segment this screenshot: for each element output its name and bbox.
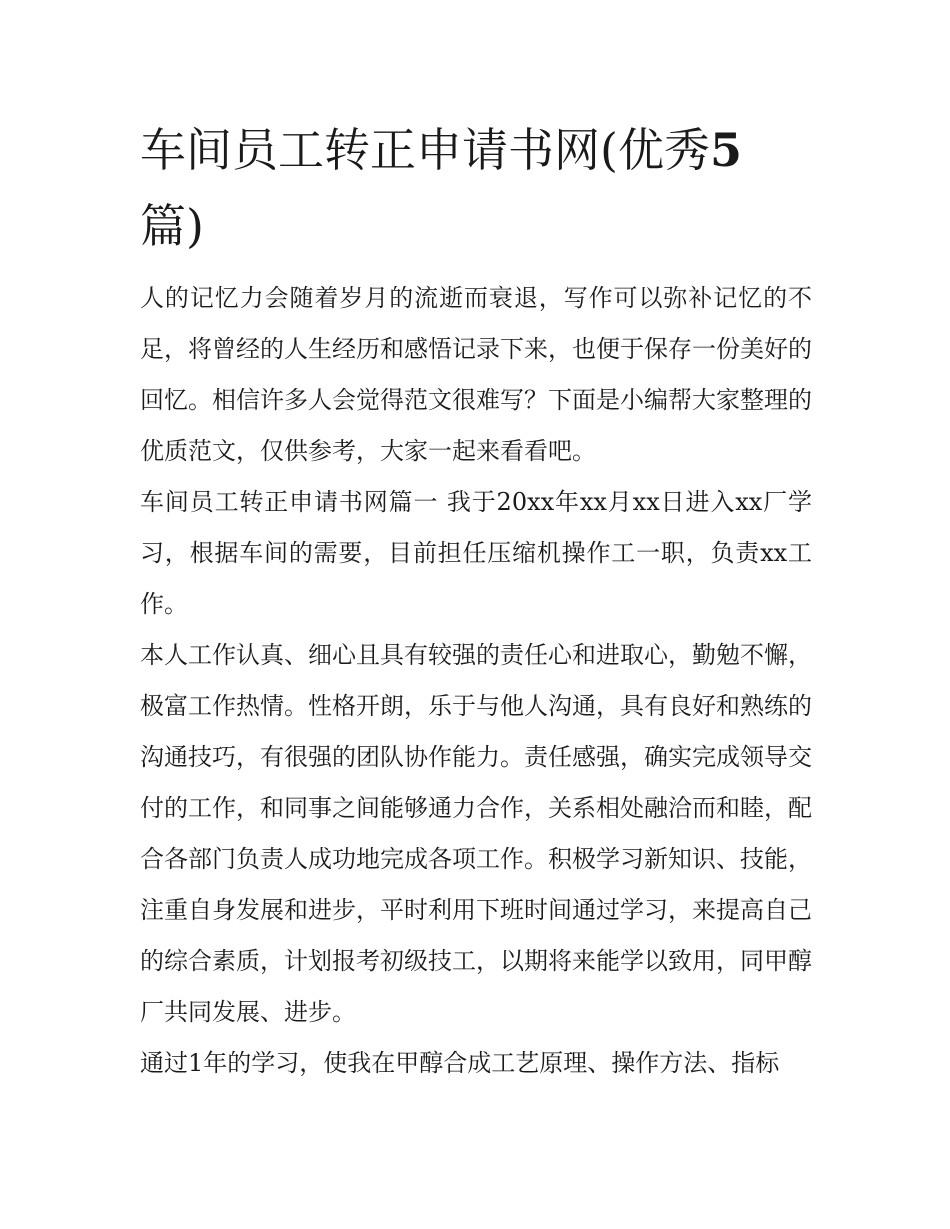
title-text: 车间员工转正申请书网(优秀 [140,123,710,177]
paragraph-article-one: 车间员工转正申请书网篇一 我于20xx年xx月xx日进入xx厂学习，根据车间的需要，目前担任压缩机操作工一职，负责xx工作。 [140,488,812,618]
document-title [140,112,812,264]
paragraph-learning: 通过1年的学习，使我在甲醇合成工艺原理、操作方法、指标 [140,1049,780,1077]
paragraph-self-assessment: 本人工作认真、细心且具有较强的责任心和进取心，勤勉不懈，极富工作热情。性格开朗，乐于与他人沟通，具有良好和熟练的沟通技巧，有很强的团队协作能力。责任感强，确实完成领导交付的工作，和同事之间能够通力合作，关系相处融洽而和睦，配合各部门负责人成功地完成各项工作。积极学习新知识、技能，注重自身发展和进步，平时利用下班时间通过学习，来提高自己的综合素质，计划报考初级技工，以期将来能学以致用，同甲醇厂共同发展、进步。 [140,641,812,1026]
title-number: 5 [709,123,742,177]
paragraph-intro: 人的记忆力会随着岁月的流逝而衰退，写作可以弥补记忆的不足，将曾经的人生经历和感悟记录下来，也便于保存一份美好的回忆。相信许多人会觉得范文很难写？下面是小编帮大家整理的优质范文，仅供参考，大家一起来看看吧。 [140,284,812,465]
document-body [140,273,812,1089]
title-text-end: 篇) [140,199,204,253]
